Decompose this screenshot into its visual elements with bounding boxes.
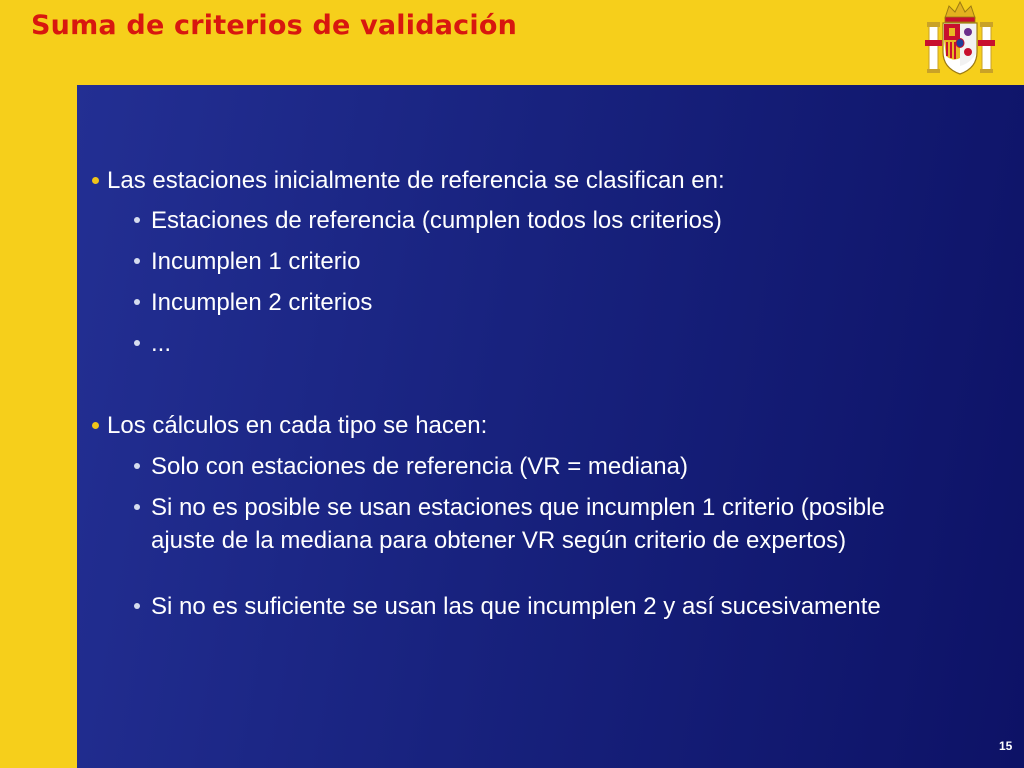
bullet-text: Estaciones de referencia (cumplen todos los criterios) xyxy=(151,207,722,234)
bullet-dot xyxy=(134,258,140,264)
list-item xyxy=(151,204,951,237)
bullet-list xyxy=(77,85,1024,768)
list-item xyxy=(151,286,951,319)
list-item xyxy=(107,409,987,442)
bullet-dot xyxy=(134,217,140,223)
slide-title: Suma de criterios de validación xyxy=(31,10,517,41)
list-item xyxy=(151,491,951,557)
bullet-text: Las estaciones inicialmente de referencia se clasifican en: xyxy=(107,167,725,194)
bullet-dot xyxy=(92,422,99,429)
bullet-dot xyxy=(134,603,140,609)
bullet-text: Los cálculos en cada tipo se hacen: xyxy=(107,412,488,439)
page-number: 15 xyxy=(999,739,1013,753)
bullet-dot xyxy=(134,299,140,305)
bullet-dot xyxy=(134,340,140,346)
bullet-text: Incumplen 2 criterios xyxy=(151,289,373,316)
bullet-text: ... xyxy=(151,330,172,357)
list-item xyxy=(151,590,951,623)
list-item xyxy=(151,327,951,360)
bullet-text: Si no es posible se usan estaciones que incumplen 1 criterio (posible ajuste de la mediana para obtener VR según criterio de expertos) xyxy=(151,494,885,554)
bullet-dot xyxy=(92,177,99,184)
content-panel xyxy=(77,85,1024,768)
spain-coat-of-arms-icon xyxy=(923,0,997,78)
list-item xyxy=(151,245,951,278)
list-item xyxy=(107,164,987,197)
bullet-text: Incumplen 1 criterio xyxy=(151,248,361,275)
bullet-dot xyxy=(134,504,140,510)
bullet-dot xyxy=(134,463,140,469)
list-item xyxy=(151,450,951,483)
bullet-text: Si no es suficiente se usan las que incumplen 2 y así sucesivamente xyxy=(151,593,881,620)
bullet-text: Solo con estaciones de referencia (VR = mediana) xyxy=(151,453,688,480)
